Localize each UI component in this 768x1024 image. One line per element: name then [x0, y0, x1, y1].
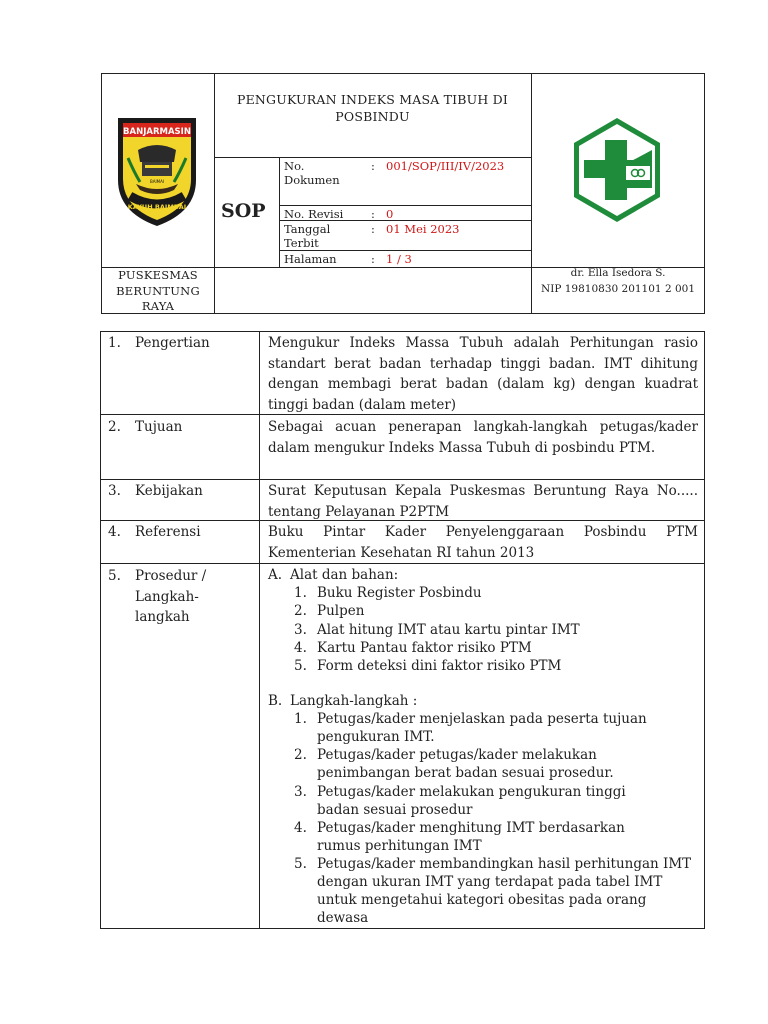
- procedure-a-title: Alat dan bahan:: [290, 567, 399, 583]
- divider: [279, 250, 531, 251]
- section-number: 1.: [108, 335, 121, 351]
- list-item: Buku Register Posbindu: [317, 585, 482, 601]
- list-item-number: 2.: [294, 603, 307, 619]
- field-label-no-dokumen: No. Dokumen: [284, 159, 340, 187]
- section-body: Mengukur Indeks Massa Tubuh adalah Perhitungan rasio standart berat badan terhadap tinggi badan. IMT dihitung dengan membagi berat badan (dalam kg) dengan kuadrat tinggi badan (dalam meter): [268, 335, 698, 413]
- list-item: Petugas/kader membandingkan hasil perhitungan IMT dengan ukuran IMT yang terdapat pada tabel IMT untuk mengetahui kategori obesitas pada orang dewasa: [317, 856, 692, 926]
- field-colon: :: [371, 222, 375, 236]
- sop-label: SOP: [221, 200, 266, 222]
- signatory-name: dr. Ella Isedora S.: [570, 267, 666, 279]
- crest-bottom-text: KAYUH BAIMBAI: [127, 203, 187, 211]
- list-item: Petugas/kader petugas/kader melakukan penimbangan berat badan sesuai prosedur.: [317, 747, 614, 781]
- section-title: Tujuan: [135, 419, 183, 435]
- section-number: 2.: [108, 419, 121, 435]
- section-number: 4.: [108, 524, 121, 540]
- section-title: Prosedur / Langkah-langkah: [135, 568, 207, 626]
- list-item: Alat hitung IMT atau kartu pintar IMT: [317, 622, 580, 638]
- field-colon: :: [371, 207, 375, 221]
- document-title: PENGUKURAN INDEKS MASA TIBUH DI POSBINDU: [236, 92, 509, 124]
- section-title: Pengertian: [135, 335, 210, 351]
- section-number: 5.: [108, 568, 121, 584]
- field-label-halaman: Halaman: [284, 252, 337, 266]
- crest-top-text: BANJARMASIN: [123, 127, 191, 137]
- divider: [279, 205, 531, 206]
- section-body: Sebagai acuan penerapan langkah-langkah petugas/kader dalam mengukur Indeks Massa Tubuh di posbindu PTM.: [268, 419, 698, 456]
- city-crest-logo: [114, 110, 200, 230]
- list-item: Petugas/kader menghitung IMT berdasarkan rumus perhitungan IMT: [317, 820, 625, 854]
- procedure-b-title: Langkah-langkah :: [290, 693, 418, 709]
- list-item-number: 4.: [294, 820, 307, 836]
- list-item: Kartu Pantau faktor risiko PTM: [317, 640, 532, 656]
- list-item: Petugas/kader menjelaskan pada peserta tujuan pengukuran IMT.: [317, 711, 647, 745]
- procedure-b-label: B.: [268, 693, 283, 709]
- signatory-nip: NIP 19810830 201101 2 001: [541, 283, 695, 295]
- divider: [214, 157, 531, 158]
- list-item-number: 3.: [294, 622, 307, 638]
- section-body: Surat Keputusan Kepala Puskesmas Beruntung Raya No..... tentang Pelayanan P2PTM: [268, 483, 698, 520]
- section-number: 3.: [108, 483, 121, 499]
- field-label-tanggal-terbit: Tanggal Terbit: [284, 222, 331, 250]
- list-item: Form deteksi dini faktor risiko PTM: [317, 658, 562, 674]
- organization-name: PUSKESMAS BERUNTUNG RAYA: [116, 268, 200, 313]
- divider: [259, 331, 260, 929]
- list-item-number: 5.: [294, 658, 307, 674]
- divider: [214, 73, 215, 314]
- field-colon: :: [371, 159, 375, 173]
- list-item-number: 1.: [294, 711, 307, 727]
- list-item-number: 3.: [294, 784, 307, 800]
- divider: [531, 73, 532, 314]
- list-item-number: 5.: [294, 856, 307, 872]
- field-label-no-revisi: No. Revisi: [284, 207, 344, 221]
- section-body: Buku Pintar Kader Penyelenggaraan Posbindu PTM Kementerian Kesehatan RI tahun 2013: [268, 524, 698, 561]
- field-value-no-revisi: 0: [386, 207, 394, 221]
- field-value-halaman: 1 / 3: [386, 252, 412, 266]
- field-colon: :: [371, 252, 375, 266]
- list-item: Pulpen: [317, 603, 365, 619]
- list-item: Petugas/kader melakukan pengukuran tinggi badan sesuai prosedur: [317, 784, 626, 818]
- procedure-a-label: A.: [268, 567, 283, 583]
- field-value-tanggal-terbit: 01 Mei 2023: [386, 222, 460, 236]
- field-value-no-dokumen: 001/SOP/III/IV/2023: [386, 159, 505, 173]
- section-title: Referensi: [135, 524, 201, 540]
- list-item-number: 4.: [294, 640, 307, 656]
- crest-small-text: BAIMAI: [149, 179, 165, 184]
- divider: [100, 479, 705, 480]
- list-item-number: 2.: [294, 747, 307, 763]
- list-item-number: 1.: [294, 585, 307, 601]
- health-cross-logo: [570, 116, 664, 224]
- section-title: Kebijakan: [135, 483, 203, 499]
